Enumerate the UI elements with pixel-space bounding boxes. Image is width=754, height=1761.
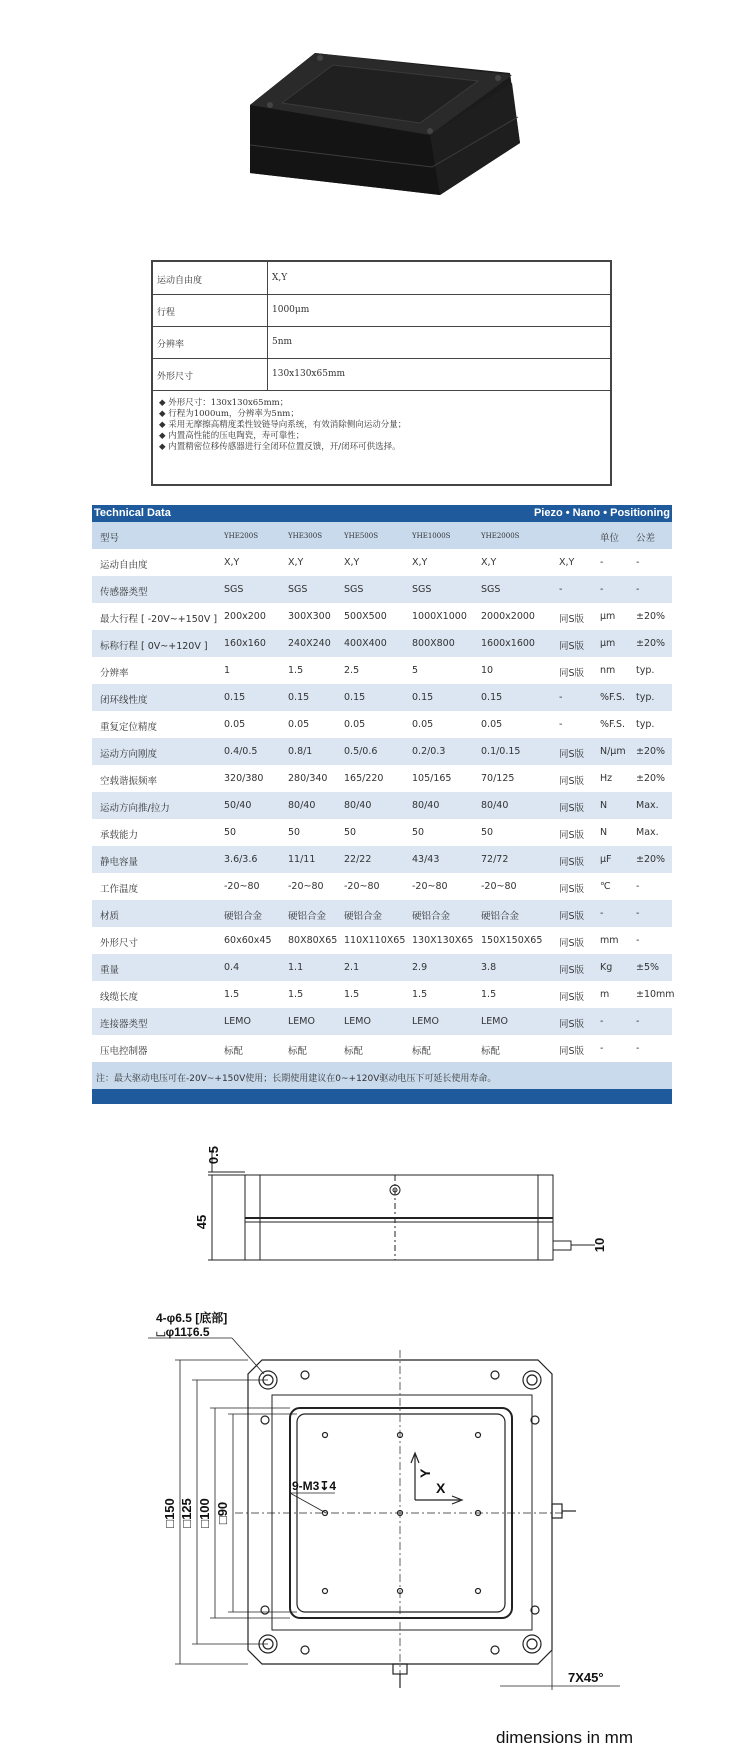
table-row <box>92 873 672 900</box>
technical-data-table <box>92 505 675 1104</box>
spec-label: 行程 <box>157 308 176 318</box>
table-cell: 同S版 <box>559 1046 585 1057</box>
table-cell: 80/40 <box>344 800 372 811</box>
table-cell: 同S版 <box>559 992 585 1003</box>
table-row <box>92 954 672 981</box>
table-cell: ±10mm <box>636 989 675 1000</box>
column-header: YHE200S <box>224 532 258 540</box>
table-cell: 0.8/1 <box>288 746 313 757</box>
row-label: 空载谐振频率 <box>100 776 158 787</box>
table-cell: 同S版 <box>559 938 585 949</box>
row-label: 承载能力 <box>100 830 139 841</box>
table-cell: - <box>636 881 640 892</box>
row-label: 闭环线性度 <box>100 695 148 706</box>
column-header: YHE500S <box>344 532 378 540</box>
table-cell: 0.4 <box>224 962 240 973</box>
row-label: 标称行程 [ 0V~+120V ] <box>100 641 208 652</box>
table-cell: X,Y <box>559 557 575 568</box>
row-label: 外形尺寸 <box>100 938 139 949</box>
table-cell: 1.5 <box>288 665 304 676</box>
table-cell: 同S版 <box>559 884 585 895</box>
dim-label: □100 <box>197 1498 212 1528</box>
table-cell: m <box>600 989 610 1000</box>
row-label: 连接器类型 <box>100 1019 148 1030</box>
feature-item: ◆ 采用无摩擦高精度柔性铰链导向系统，有效消除侧向运动分量； <box>159 420 407 430</box>
table-cell: 硬铝合金 <box>224 911 263 922</box>
table-cell: LEMO <box>412 1016 439 1027</box>
dim-label: 10 <box>592 1237 607 1253</box>
spec-label: 运动自由度 <box>157 276 203 286</box>
dim-label: 0.5 <box>206 1146 221 1165</box>
table-cell: nm <box>600 665 616 676</box>
thread-note: 9-M3↧4 <box>292 1479 337 1493</box>
table-cell: 0.05 <box>412 719 434 730</box>
spec-value: 130x130x65mm <box>272 369 346 379</box>
top-view-drawing <box>140 1310 630 1710</box>
table-cell: 0.5/0.6 <box>344 746 378 757</box>
table-cell: 10 <box>481 665 494 676</box>
table-cell: -20~80 <box>412 881 448 892</box>
table-cell: 130X130X65 <box>412 935 474 946</box>
table-cell: ±5% <box>636 962 660 973</box>
dim-label: □150 <box>162 1498 177 1528</box>
table-cell: 50/40 <box>224 800 252 811</box>
table-cell: - <box>559 719 563 730</box>
table-cell: 同S版 <box>559 641 585 652</box>
table-row <box>92 819 672 846</box>
table-cell: 11/11 <box>288 854 316 865</box>
row-label: 线缆长度 <box>100 992 139 1003</box>
table-cell: mm <box>600 935 619 946</box>
table-cell: ±20% <box>636 611 666 622</box>
row-label: 运动方向刚度 <box>100 749 158 760</box>
table-cell: 1.5 <box>344 989 360 1000</box>
table-cell: 0.15 <box>288 692 310 703</box>
table-cell: 1600x1600 <box>481 638 535 649</box>
table-cell: ±20% <box>636 854 666 865</box>
row-label: 工作温度 <box>100 884 139 895</box>
table-cell: - <box>600 584 604 595</box>
table-cell: Kg <box>600 962 613 973</box>
table-cell: %F.S. <box>600 692 626 703</box>
table-cell: ±20% <box>636 773 666 784</box>
table-cell: 240X240 <box>288 638 331 649</box>
column-header: YHE1000S <box>412 532 451 540</box>
spec-table <box>151 260 612 486</box>
table-cell: 280/340 <box>288 773 328 784</box>
table-cell: SGS <box>288 584 308 595</box>
table-row <box>92 711 672 738</box>
table-cell: -20~80 <box>224 881 260 892</box>
spec-label: 分辨率 <box>157 340 185 350</box>
table-cell: 标配 <box>481 1046 501 1057</box>
table-cell: X,Y <box>224 557 240 568</box>
table-cell: 1.1 <box>288 962 304 973</box>
table-cell: - <box>559 584 563 595</box>
row-label: 传感器类型 <box>100 587 148 598</box>
table-cell: μF <box>600 854 612 865</box>
table-cell: X,Y <box>288 557 304 568</box>
table-row <box>92 1035 672 1062</box>
table-cell: 0.15 <box>481 692 503 703</box>
table-cell: 标配 <box>344 1046 364 1057</box>
table-cell: 60x60x45 <box>224 935 272 946</box>
table-cell: - <box>636 908 640 919</box>
table-cell: 硬铝合金 <box>288 911 327 922</box>
table-cell: 同S版 <box>559 911 585 922</box>
table-row <box>92 846 672 873</box>
table-cell: 同S版 <box>559 668 585 679</box>
table-cell: 同S版 <box>559 830 585 841</box>
table-cell: 2.1 <box>344 962 360 973</box>
row-label: 材质 <box>100 911 120 922</box>
table-cell: 标配 <box>412 1046 432 1057</box>
table-cell: 80/40 <box>288 800 316 811</box>
dim-label: □125 <box>179 1498 194 1528</box>
table-cell: X,Y <box>412 557 428 568</box>
table-cell: 同S版 <box>559 614 585 625</box>
table-cell: μm <box>600 611 616 622</box>
table-cell: - <box>600 908 604 919</box>
chamfer-label: 7X45° <box>568 1670 604 1685</box>
table-cell: - <box>636 584 640 595</box>
row-label: 静电容量 <box>100 857 139 868</box>
column-header: 型号 <box>100 533 120 544</box>
table-cell: -20~80 <box>344 881 380 892</box>
row-label: 分辨率 <box>100 668 129 679</box>
column-header: YHE300S <box>288 532 322 540</box>
axis-x-label: X <box>436 1480 446 1496</box>
table-cell: - <box>600 1043 604 1054</box>
table-row <box>92 981 675 1008</box>
table-cell: Hz <box>600 773 613 784</box>
table-cell: 2.5 <box>344 665 360 676</box>
table-cell: 160x160 <box>224 638 266 649</box>
table-cell: 50 <box>412 827 425 838</box>
table-cell: ±20% <box>636 746 666 757</box>
table-cell: N <box>600 800 608 811</box>
table-cell: 标配 <box>224 1046 244 1057</box>
table-cell: 0.05 <box>344 719 366 730</box>
row-label: 重复定位精度 <box>100 722 158 733</box>
table-row <box>92 1008 672 1035</box>
feature-item: ◆ 内置精密位移传感器进行全闭环位置反馈，开/闭环可供选择。 <box>159 442 401 452</box>
table-cell: SGS <box>481 584 501 595</box>
table-cell: 同S版 <box>559 803 585 814</box>
table-cell: 同S版 <box>559 965 585 976</box>
spec-value: 1000μm <box>272 305 310 315</box>
units-label: dimensions in mm <box>496 1728 633 1747</box>
table-cell: 1.5 <box>224 989 240 1000</box>
table-cell: 50 <box>481 827 494 838</box>
table-cell: 105/165 <box>412 773 452 784</box>
table-cell: 0.05 <box>288 719 310 730</box>
feature-list <box>159 398 406 453</box>
table-cell: - <box>636 557 640 568</box>
row-label: 运动方向推/拉力 <box>100 803 170 814</box>
table-row <box>92 900 672 927</box>
table-cell: 800X800 <box>412 638 455 649</box>
table-cell: 320/380 <box>224 773 264 784</box>
feature-item: ◆ 内置高性能的压电陶瓷，寿可靠性； <box>159 431 305 441</box>
table-cell: typ. <box>636 665 655 676</box>
table-cell: X,Y <box>481 557 497 568</box>
table-cell: N <box>600 827 608 838</box>
feature-item: ◆ 外形尺寸：130x130x65mm； <box>159 398 289 408</box>
table-cell: N/μm <box>600 746 626 757</box>
table-cell: μm <box>600 638 616 649</box>
dim-label: 45 <box>194 1214 209 1230</box>
table-cell: 72/72 <box>481 854 509 865</box>
table-row <box>92 603 672 630</box>
table-cell: 硬铝合金 <box>412 911 451 922</box>
table-cell: ℃ <box>600 881 611 892</box>
row-label: 压电控制器 <box>100 1046 148 1057</box>
table-cell: 0.4/0.5 <box>224 746 258 757</box>
column-header: 单位 <box>600 533 620 544</box>
table-cell: 110X110X65 <box>344 935 406 946</box>
table-cell: SGS <box>344 584 364 595</box>
table-row <box>92 792 672 819</box>
table-row <box>92 630 672 657</box>
table-cell: 0.2/0.3 <box>412 746 446 757</box>
table-cell: 400X400 <box>344 638 387 649</box>
hole-note: 4-φ6.5 [底部] <box>156 1311 228 1325</box>
table-cell: 同S版 <box>559 1019 585 1030</box>
table-cell: 50 <box>224 827 237 838</box>
table-cell: 0.15 <box>344 692 366 703</box>
table-cell: SGS <box>412 584 432 595</box>
table-cell: LEMO <box>288 1016 315 1027</box>
table-cell: 80/40 <box>481 800 509 811</box>
table-cell: Max. <box>636 827 659 838</box>
table-cell: 0.05 <box>224 719 246 730</box>
table-cell: 1 <box>224 665 231 676</box>
spec-row <box>153 262 610 295</box>
table-row <box>92 738 672 765</box>
table-row <box>92 549 672 576</box>
product-image <box>240 45 525 205</box>
table-cell: 80X80X65 <box>288 935 338 946</box>
note-text: 注：最大驱动电压可在-20V~+150V使用；长期使用建议在0~+120V驱动电压下可延长使用寿命。 <box>96 1074 497 1084</box>
table-cell: 0.1/0.15 <box>481 746 521 757</box>
table-cell: 标配 <box>288 1046 308 1057</box>
table-cell: 硬铝合金 <box>344 911 383 922</box>
table-cell: SGS <box>224 584 244 595</box>
table-cell: - <box>600 1016 604 1027</box>
tech-footer-bar <box>92 1089 672 1104</box>
table-row <box>92 765 672 792</box>
table-cell: LEMO <box>224 1016 251 1027</box>
table-cell: 0.15 <box>412 692 434 703</box>
table-cell: %F.S. <box>600 719 626 730</box>
table-cell: 150X150X65 <box>481 935 543 946</box>
table-cell: Max. <box>636 800 659 811</box>
table-cell: 2000x2000 <box>481 611 535 622</box>
table-cell: 同S版 <box>559 749 585 760</box>
table-header-row <box>92 522 672 549</box>
table-cell: 22/22 <box>344 854 372 865</box>
dim-label: □90 <box>215 1501 230 1525</box>
row-label: 重量 <box>100 965 120 976</box>
table-cell: LEMO <box>481 1016 508 1027</box>
table-cell: 2.9 <box>412 962 428 973</box>
side-view-drawing <box>190 1130 610 1275</box>
spec-row <box>153 358 610 391</box>
spec-row <box>153 294 610 327</box>
table-cell: 0.05 <box>481 719 503 730</box>
feature-item: ◆ 行程为1000um，分辨率为5nm； <box>159 409 299 419</box>
table-cell: 同S版 <box>559 776 585 787</box>
table-cell: - <box>636 1016 640 1027</box>
table-cell: 80/40 <box>412 800 440 811</box>
row-label: 运动自由度 <box>100 560 148 571</box>
table-cell: 0.15 <box>224 692 246 703</box>
table-cell: typ. <box>636 692 655 703</box>
spec-row <box>153 326 610 359</box>
table-cell: 300X300 <box>288 611 331 622</box>
table-cell: 50 <box>344 827 357 838</box>
table-cell: 5 <box>412 665 419 676</box>
table-cell: - <box>559 692 563 703</box>
table-cell: - <box>600 557 604 568</box>
table-cell: 70/125 <box>481 773 515 784</box>
tech-note <box>92 1062 672 1089</box>
brand-tagline: Piezo • Nano • Positioning <box>533 507 670 519</box>
table-cell: - <box>636 935 640 946</box>
table-cell: 500X500 <box>344 611 387 622</box>
table-cell: 同S版 <box>559 857 585 868</box>
table-cell: LEMO <box>344 1016 371 1027</box>
spec-value: 5nm <box>272 337 293 347</box>
spec-label: 外形尺寸 <box>157 372 194 382</box>
table-cell: 50 <box>288 827 301 838</box>
spec-value: X,Y <box>272 273 288 283</box>
tech-header <box>92 505 672 522</box>
table-cell: 1.5 <box>412 989 428 1000</box>
table-row <box>92 576 672 603</box>
table-cell: 硬铝合金 <box>481 911 520 922</box>
table-row <box>92 684 672 711</box>
table-cell: ±20% <box>636 638 666 649</box>
table-cell: -20~80 <box>288 881 324 892</box>
table-cell: 1.5 <box>481 989 497 1000</box>
table-cell: typ. <box>636 719 655 730</box>
table-cell: 1.5 <box>288 989 304 1000</box>
table-cell: 200x200 <box>224 611 266 622</box>
table-row <box>92 657 672 684</box>
row-label: 最大行程 [ -20V~+150V ] <box>100 614 218 625</box>
column-header: YHE2000S <box>481 532 520 540</box>
table-cell: 165/220 <box>344 773 384 784</box>
table-cell: 1000X1000 <box>412 611 467 622</box>
table-row <box>92 927 672 954</box>
counterbore-note: ⌴φ11↧6.5 <box>156 1325 210 1339</box>
table-cell: 3.6/3.6 <box>224 854 258 865</box>
table-cell: 43/43 <box>412 854 440 865</box>
table-cell: -20~80 <box>481 881 517 892</box>
table-cell: 3.8 <box>481 962 497 973</box>
table-cell: - <box>636 1043 640 1054</box>
axis-y-label: Y <box>417 1468 433 1478</box>
tech-title: Technical Data <box>94 507 171 519</box>
table-cell: X,Y <box>344 557 360 568</box>
column-header: 公差 <box>636 533 656 544</box>
